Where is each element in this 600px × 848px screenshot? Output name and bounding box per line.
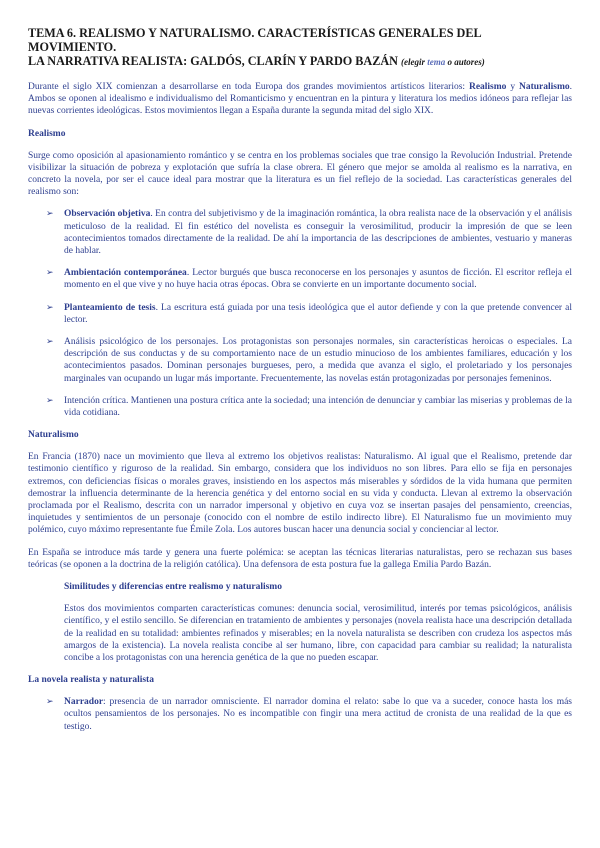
list-item	[28, 208, 572, 257]
intro-text-a: Durante el siglo XIX comienzan a desarrollarse en toda Europa dos grandes movimientos artísticos literarios:	[28, 82, 469, 92]
similitudes-paragraph: Estos dos movimientos comparten características comunes: denuncia social, verosimilitud, interés por temas psicológicos, análisis científico, y el estilo sencillo. Se diferencian en tratamiento de ambientes y personajes (novela realista hace una descripción detallada de la realidad en su totalidad: ambientes refinados y miserables; en la novela naturalista se describen con crudeza los aspectos más amargos de la existencia). La novela realista concibe al ser humano, libre, con capacidad para cambiar su realidad; la naturalista concibe a los protagonistas con una herencia genética de la que no pueden escapar.	[64, 604, 572, 663]
realismo-characteristics-list	[28, 208, 572, 419]
arrow-bullet-icon: ➢	[46, 302, 54, 313]
list-item-text: : presencia de un narrador omnisciente. El narrador domina el relato: sabe lo que va a suceder, conoce hasta los más ocultos pensamientos de los personajes. No es incompatible con fingir una mera actitud de cronista de una realidad de la que es testigo.	[64, 697, 572, 732]
list-item-term: Narrador	[64, 697, 104, 708]
intro-paragraph	[28, 81, 572, 118]
section-heading-naturalismo: Naturalismo	[28, 430, 79, 441]
list-item	[28, 336, 572, 385]
list-item-text: . En contra del subjetivismo y de la imaginación romántica, la obra realista nace de la observación y el análisis meticuloso de la realidad. El fin estético del novelista es conseguir la verosimilitud, producir la impresión de que se leen acontecimientos tomados directamente de la realidad. De ahí la importancia de las descripciones de ambientes, vestuario y maneras de hablar.	[64, 209, 572, 257]
subsection-heading-similitudes: Similitudes y diferencias entre realismo y naturalismo	[64, 582, 282, 593]
list-item-term: Ambientación contemporánea	[64, 268, 187, 279]
list-item-text: . La escritura está guiada por una tesis ideológica que el autor defiende y con la que pretende convencer al lector.	[64, 302, 572, 325]
title-note-open: (elegir	[401, 57, 428, 67]
intro-term-realismo: Realismo	[468, 82, 507, 92]
title-line-2: LA NARRATIVA REALISTA: GALDÓS, CLARÍN Y PARDO BAZÁN	[28, 54, 398, 68]
list-item-term: Observación objetiva	[64, 209, 151, 220]
title-note	[401, 57, 485, 67]
section-heading-novela: La novela realista y naturalista	[28, 675, 154, 686]
title-line-1: TEMA 6. REALISMO Y NATURALISMO. CARACTERÍSTICAS GENERALES DEL MOVIMIENTO.	[28, 26, 481, 54]
list-item	[28, 267, 572, 291]
list-item-text: Intención crítica. Mantienen una postura crítica ante la sociedad; una intención de denunciar y cambiar las miserias y problemas de la vida cotidiana.	[64, 395, 572, 419]
list-item-text: Análisis psicológico de los personajes. Los protagonistas son personajes normales, sin características heroicas o especiales. La descripción de sus conductas y de su comportamiento nace de un estudio minucioso de los ambientes familiares, educación y los acontecimientos pasados. Dominan personajes burgueses, pero, a medida que avanza el siglo, el proletariado y los personajes marginales van ocupando un lugar más importante. Frecuentemente, las novelas están protagonizadas por personajes femeninos.	[64, 337, 572, 384]
arrow-bullet-icon: ➢	[46, 697, 54, 708]
section-heading-realismo: Realismo	[28, 128, 66, 139]
novela-characteristics-list	[28, 696, 572, 733]
list-item	[28, 696, 572, 733]
list-item	[28, 302, 572, 326]
intro-text-c: . Ambos se oponen al idealismo e individualismo del Romanticismo y encuentran en la pintura y literatura los medios idóneos para reflejar las nuevas corrientes ideológicas. Estos movimientos llegan a España durante la segunda mitad del siglo XIX.	[28, 82, 573, 117]
title-note-close: o autores)	[445, 57, 485, 67]
intro-text-b: y	[506, 82, 519, 92]
title-note-highlight: tema	[427, 57, 446, 67]
arrow-bullet-icon: ➢	[46, 268, 54, 279]
document-title	[28, 26, 572, 69]
list-item	[28, 395, 572, 419]
list-item-text: . Lector burgués que busca reconocerse en los personajes y asuntos de ficción. El escritor refleja el momento en el que vive y no huye hacia otras épocas. Obra se convierte en un importante documento social.	[64, 268, 572, 291]
arrow-bullet-icon: ➢	[46, 337, 54, 348]
list-item-term: Planteamiento de tesis	[64, 302, 156, 313]
realismo-intro-paragraph: Surge como oposición al apasionamiento romántico y se centra en los problemas sociales que trae consigo la Revolución Industrial. Pretende visibilizar la situación de pobreza y explotación que sufría la clase obrera. El género que mejor se amolda al realismo es la narrativa, en concreto la novela, por ser el cauce ideal para mostrar que la literatura es un fiel reflejo de la sociedad. Las características generales del realismo son:	[28, 150, 572, 198]
naturalismo-paragraph-1: En Francia (1870) nace un movimiento que lleva al extremo los objetivos realistas: Naturalismo. Al igual que el Realismo, pretende dar testimonio científico y riguroso de la realidad. Sin embargo, considera que los individuos no son libres. Para ello se fija en personajes extremos, con deficiencias físicas o morales graves, insistiendo en los aspectos más miserables y sórdidos de la vida humana que permiten demostrar la influencia determinante de la herencia genética y del entorno social en su vida y conducta. Llevan al extremo la observación proclamada por el Realismo, descrita con un narrador impersonal y objetivo en cuya voz se insertan pasajes del pensamiento, creencias, inquietudes y sentimientos de un personaje (conocido con el nombre de estilo indirecto libre). El Naturalismo fue un movimiento muy polémico, cuyo máximo representante fue Émile Zola. Los autores buscan hacer una denuncia social y concienciar al lector.	[28, 452, 572, 536]
intro-term-naturalismo: Naturalismo	[518, 82, 570, 92]
naturalismo-paragraph-2: En España se introduce más tarde y genera una fuerte polémica: se aceptan las técnicas literarias naturalistas, pero se rechazan sus bases teóricas (se oponen a la doctrina de la religión católica). Una defensora de esta postura fue la gallega Emilia Pardo Bazán.	[28, 547, 572, 570]
arrow-bullet-icon: ➢	[46, 209, 54, 220]
arrow-bullet-icon: ➢	[46, 395, 54, 406]
